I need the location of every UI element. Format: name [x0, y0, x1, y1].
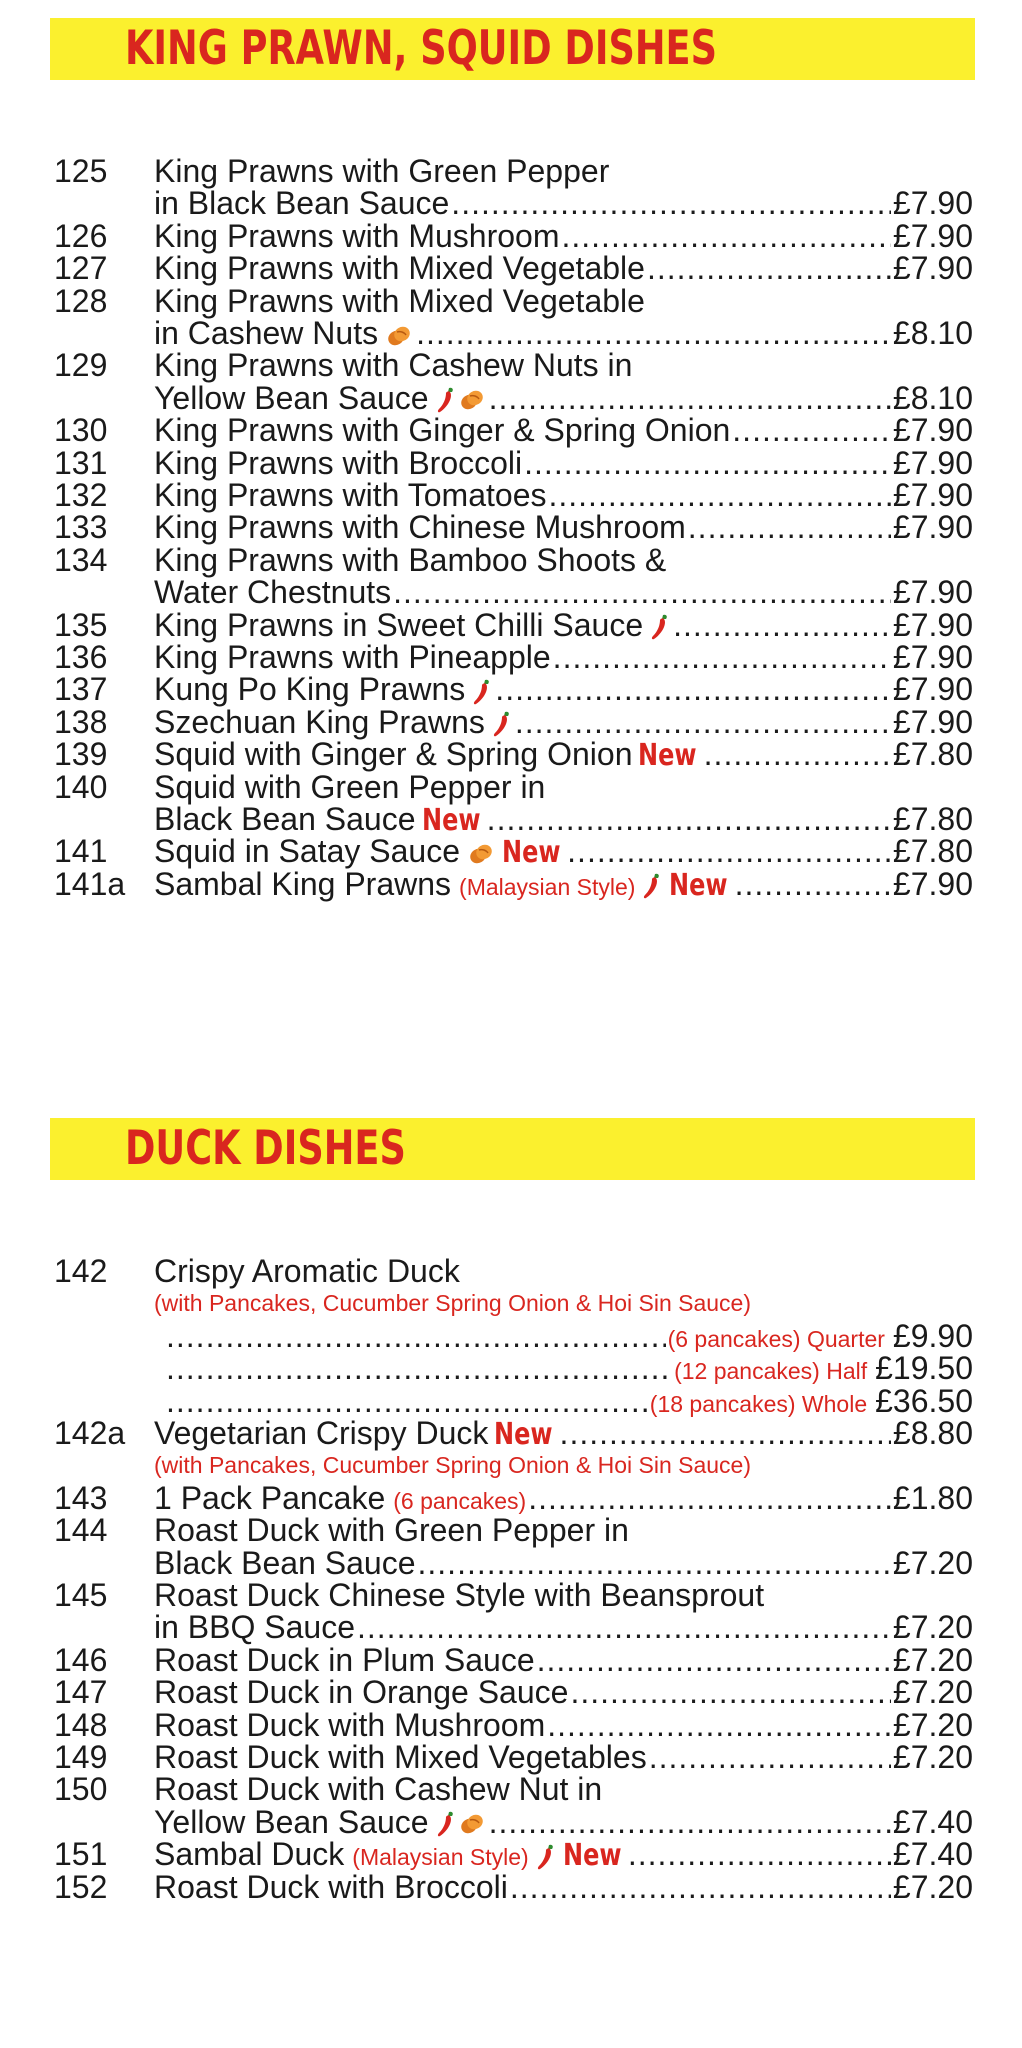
item-price: £7.20	[892, 1674, 973, 1711]
item-name: King Prawns with Green Pepper	[154, 153, 610, 189]
item-name: King Prawns with Pineapple	[154, 639, 551, 675]
item-price: £7.90	[892, 606, 973, 643]
item-price: £8.80	[892, 1415, 973, 1451]
item-name: King Prawns with Mushroom	[154, 217, 560, 254]
item-name: King Prawns with Chinese Mushroom	[154, 509, 686, 546]
section-title: KING PRAWN, SQUID DISHES	[125, 21, 717, 76]
item-price: £7.90	[892, 412, 973, 449]
item-number: 130	[54, 412, 108, 449]
item-price: £7.90	[892, 185, 973, 222]
item-note: (6 pancakes)	[393, 1487, 527, 1514]
item-price: £7.90	[892, 217, 973, 254]
item-name: Roast Duck Chinese Style with Beansprout	[154, 1577, 765, 1613]
item-icons	[641, 863, 663, 905]
item-name: Yellow Bean Sauce	[154, 379, 429, 416]
menu-item-141a	[50, 863, 975, 905]
new-badge: New	[562, 1838, 622, 1874]
item-number: 141	[54, 833, 108, 870]
item-name: King Prawns with Tomatoes	[154, 477, 547, 513]
item-price: £7.80	[892, 833, 973, 870]
item-number: 149	[54, 1739, 108, 1775]
item-number: 147	[54, 1674, 108, 1711]
item-price: £7.90	[892, 639, 973, 675]
item-name: Roast Duck with Mixed Vegetables	[154, 1739, 647, 1775]
item-price: £7.90	[892, 250, 973, 287]
item-number: 144	[54, 1512, 108, 1549]
menu-item-152	[50, 1866, 975, 1908]
item-name: Roast Duck with Cashew Nut in	[154, 1771, 603, 1808]
item-name: Squid with Green Pepper in	[154, 768, 546, 805]
item-price: £7.90	[892, 477, 973, 513]
item-name: Roast Duck in Orange Sauce	[154, 1674, 569, 1711]
item-name: in Cashew Nuts	[154, 315, 379, 351]
item-content	[154, 1866, 973, 1908]
item-name: Szechuan King Prawns	[154, 703, 485, 740]
leader-dots	[510, 1866, 891, 1908]
item-price: £7.90	[892, 703, 973, 740]
item-name: King Prawns in Sweet Chilli Sauce	[154, 606, 644, 643]
item-name: Crispy Aromatic Duck	[154, 1253, 460, 1289]
item-price: £7.40	[892, 1803, 973, 1840]
item-note: (with Pancakes, Cucumber Spring Onion & Hoi Sin Sauce)	[154, 1452, 752, 1479]
new-badge: New	[669, 867, 728, 903]
item-price: £36.50	[875, 1382, 973, 1419]
item-name: in BBQ Sauce	[154, 1609, 355, 1646]
item-number: 134	[54, 541, 108, 578]
item-name: Sambal King Prawns	[154, 865, 452, 902]
item-number: 139	[54, 736, 108, 773]
item-price: £8.10	[892, 315, 973, 351]
item-name: in Black Bean Sauce	[154, 185, 450, 222]
new-badge: New	[494, 1417, 553, 1452]
item-price: £7.20	[892, 1544, 973, 1581]
item-number: 125	[54, 153, 108, 189]
item-price: £7.90	[892, 509, 973, 546]
item-price: £7.20	[892, 1706, 973, 1743]
item-name: Water Chestnuts	[154, 574, 392, 611]
item-name: Squid in Satay Sauce	[154, 833, 460, 870]
item-name: Roast Duck with Mushroom	[154, 1706, 546, 1743]
leader-dots	[735, 863, 891, 905]
section-king-prawn-squid	[50, 18, 975, 903]
item-number: 151	[54, 1836, 108, 1873]
item-price: £7.90	[892, 444, 973, 481]
item-name: Black Bean Sauce	[154, 1544, 416, 1581]
item-number: 146	[54, 1641, 108, 1678]
item-number: 127	[54, 250, 108, 287]
section-header	[50, 18, 975, 80]
portion-size: (6 pancakes) Quarter	[667, 1325, 885, 1352]
item-price: £7.20	[892, 1739, 973, 1775]
item-number: 126	[54, 217, 108, 254]
item-number: 131	[54, 444, 108, 481]
item-price: £7.20	[892, 1868, 973, 1905]
item-number: 142a	[54, 1415, 126, 1451]
item-name: Yellow Bean Sauce	[154, 1803, 429, 1840]
item-number: 138	[54, 703, 108, 740]
item-name: Roast Duck with Green Pepper in	[154, 1512, 629, 1549]
item-name: King Prawns with Cashew Nuts in	[154, 347, 633, 384]
item-name: King Prawns with Broccoli	[154, 444, 523, 481]
chilli-pepper-icon	[643, 872, 661, 900]
item-note: (with Pancakes, Cucumber Spring Onion & Hoi Sin Sauce)	[154, 1290, 752, 1317]
item-name: King Prawns with Ginger & Spring Onion	[154, 412, 731, 449]
item-price: £7.40	[892, 1836, 973, 1873]
item-note: (Malaysian Style)	[352, 1844, 529, 1871]
item-name: King Prawns with Mixed Vegetable	[154, 250, 645, 287]
item-name: Vegetarian Crispy Duck	[154, 1415, 489, 1451]
portion-size: (18 pancakes) Whole	[649, 1390, 868, 1417]
item-number: 136	[54, 639, 108, 675]
item-name: King Prawns with Mixed Vegetable	[154, 282, 645, 319]
item-number: 140	[54, 768, 108, 805]
item-number: 148	[54, 1706, 108, 1743]
item-price: £7.80	[892, 801, 973, 837]
item-content	[154, 863, 973, 908]
item-number: 150	[54, 1771, 108, 1808]
item-number: 137	[54, 671, 108, 708]
item-price: £7.90	[892, 574, 973, 611]
item-name: Sambal Duck	[154, 1836, 345, 1873]
item-number: 141a	[54, 865, 126, 902]
item-price: £19.50	[875, 1350, 973, 1387]
item-number: 128	[54, 282, 108, 319]
item-price: £1.80	[892, 1479, 973, 1516]
item-number: 152	[54, 1868, 108, 1905]
section-duck-dishes	[50, 1118, 975, 1905]
item-price: £8.10	[892, 379, 973, 416]
new-badge: New	[501, 835, 561, 871]
item-note: (Malaysian Style)	[459, 873, 636, 900]
item-number: 133	[54, 509, 108, 546]
item-number: 143	[54, 1479, 108, 1516]
item-price: £7.90	[892, 865, 973, 902]
item-name: King Prawns with Bamboo Shoots &	[154, 541, 667, 578]
item-number: 129	[54, 347, 108, 384]
item-name: Black Bean Sauce	[154, 801, 416, 837]
new-badge: New	[638, 738, 698, 774]
item-name: Squid with Ginger & Spring Onion	[154, 736, 633, 773]
item-price: £7.90	[892, 671, 973, 708]
section-header	[50, 1118, 975, 1180]
item-number: 135	[54, 606, 108, 643]
item-name: Roast Duck in Plum Sauce	[154, 1641, 535, 1678]
new-badge: New	[421, 803, 481, 838]
item-price: £7.20	[892, 1609, 973, 1646]
item-price: £7.20	[892, 1641, 973, 1678]
item-number: 145	[54, 1577, 108, 1613]
item-name: Roast Duck with Broccoli	[154, 1868, 508, 1905]
item-number: 132	[54, 477, 108, 513]
item-name: Kung Po King Prawns	[154, 671, 466, 708]
item-number: 142	[54, 1253, 108, 1289]
item-price: £9.90	[892, 1317, 973, 1354]
item-name: 1 Pack Pancake	[154, 1479, 386, 1516]
portion-size: (12 pancakes) Half	[674, 1358, 868, 1385]
section-title: DUCK DISHES	[125, 1121, 406, 1176]
item-price: £7.80	[892, 736, 973, 773]
